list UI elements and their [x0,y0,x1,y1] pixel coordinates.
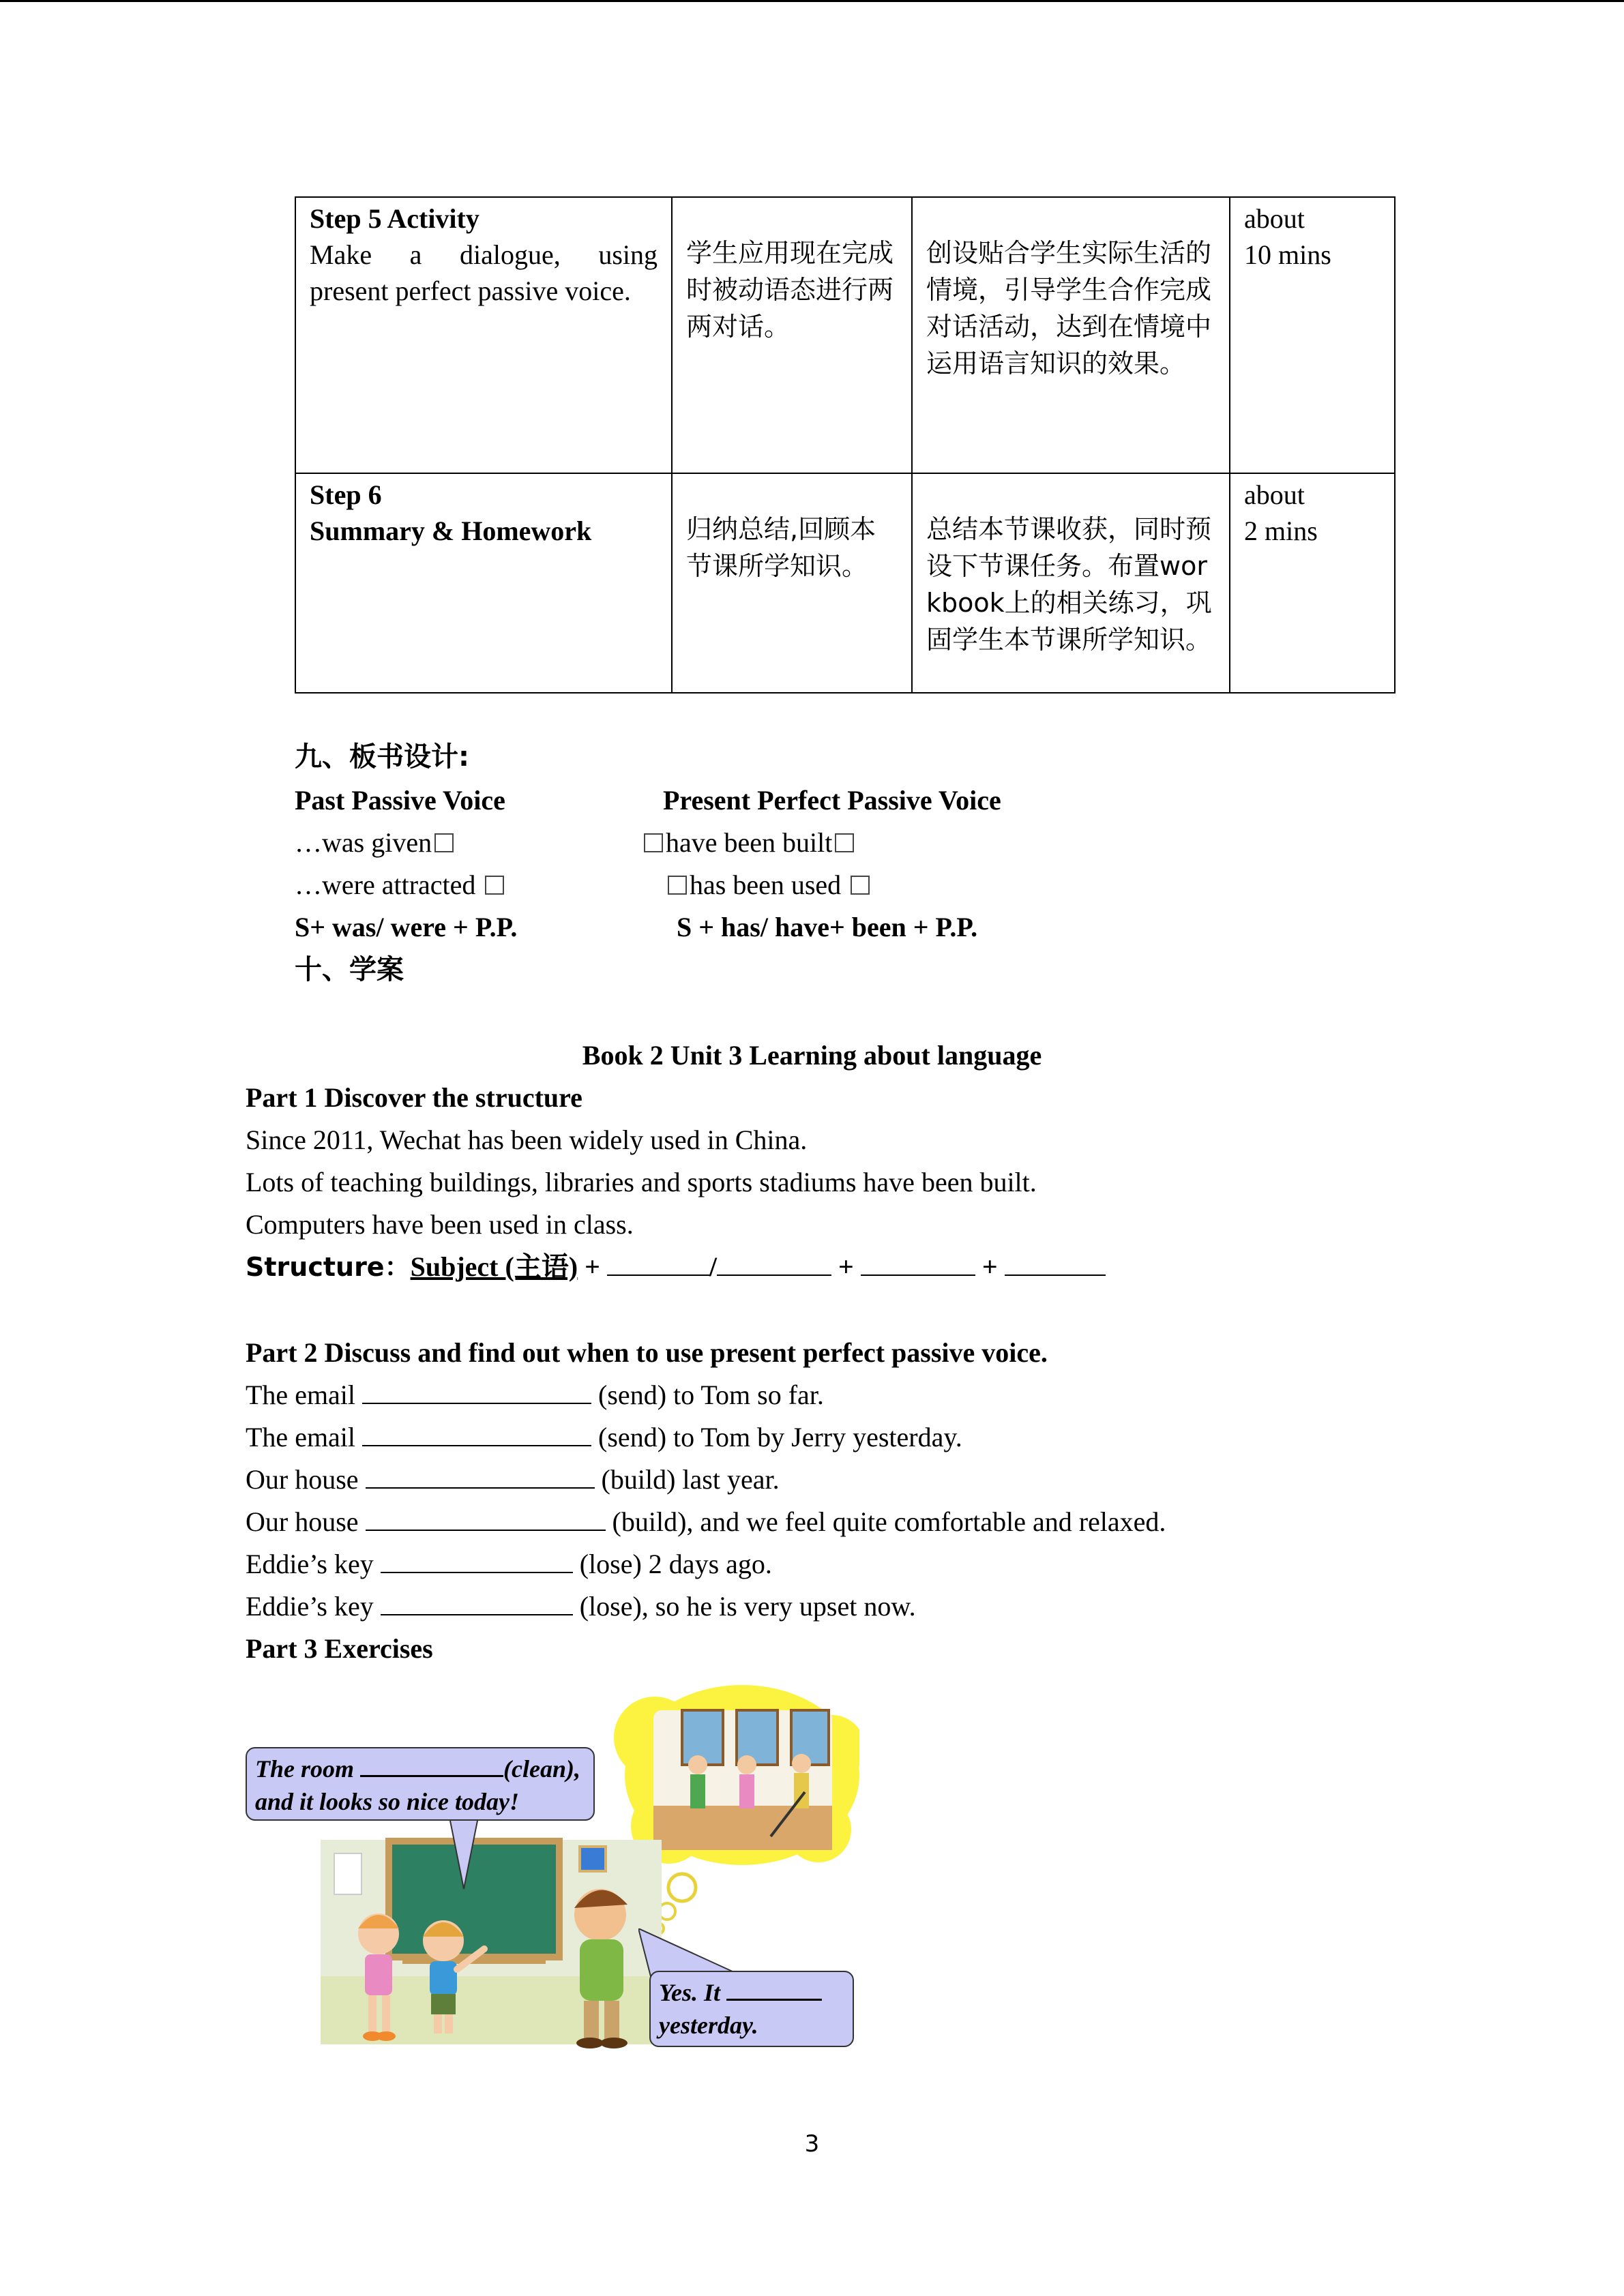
worksheet-title: Book 2 Unit 3 Learning about language [582,1040,1042,1071]
time-value: 10 mins [1244,239,1331,270]
purpose-cell: 总结本节课收获，同时预设下节课任务。布置workbook上的相关练习，巩固学生本节课所学知识。 [912,473,1230,693]
student-activity-cell: 学生应用现在完成时被动语态进行两两对话。 [672,197,912,473]
part1-title: Part 1 Discover the structure [246,1082,582,1113]
fill-blank[interactable] [366,1506,606,1531]
step-desc: Make a dialogue, using [310,239,658,270]
placeholder-box-icon [835,833,854,852]
table-row [295,473,1395,693]
part2-exercise-line: The email (send) to Tom by Jerry yesterday. [246,1422,962,1452]
fill-blank[interactable] [381,1549,573,1573]
board-left-line-1: …was given [295,824,456,862]
page-number: 3 [804,2130,820,2158]
board-left-title: Past Passive Voice [295,785,505,816]
board-left-line-2: …were attracted [295,866,507,904]
thought-cloud [614,1685,859,1865]
part2-exercise-line: Eddie’s key (lose) 2 days ago. [246,1549,772,1579]
board-heading: 九、板书设计: [295,741,469,773]
step-cell [295,197,672,473]
board-right-line-1: have been built [641,824,857,862]
part2-exercise-line: The email (send) to Tom so far. [246,1380,824,1410]
fill-blank[interactable] [362,1422,591,1446]
placeholder-box-icon [644,833,663,852]
time-value: 2 mins [1244,516,1318,546]
table-row [295,197,1395,473]
fill-blank[interactable] [607,1251,709,1276]
time-label: about [1244,479,1305,510]
fill-blank[interactable] [381,1591,573,1615]
board-left-formula: S+ was/ were + P.P. [295,912,518,942]
structure-line: Structure：Subject (主语) + / + + [246,1248,1106,1286]
fill-blank[interactable] [861,1251,975,1276]
structure-subject: Subject (主语) [410,1251,578,1282]
step-title: Step 5 Activity [310,203,479,234]
fill-blank[interactable] [366,1464,595,1489]
placeholder-box-icon [851,876,870,895]
lesson-steps-table [295,196,1396,694]
speech-bubble-1: The room (clean), and it looks so nice today! [246,1747,595,1821]
step-desc-2: present perfect passive voice. [310,275,631,306]
part2-exercise-line: Our house (build) last year. [246,1464,780,1495]
step-cell [295,473,672,693]
student-activity-cell: 归纳总结,回顾本节课所学知识。 [672,473,912,693]
time-cell [1230,197,1395,473]
board-right-line-2: has been used [665,866,872,904]
part3-title: Part 3 Exercises [246,1633,433,1664]
placeholder-box-icon [668,876,687,895]
board-right-title: Present Perfect Passive Voice [663,785,1001,816]
step-title: Step 6 [310,479,382,510]
classroom-scene [321,1840,662,2048]
part1-line: Since 2011, Wechat has been widely used in China. [246,1124,808,1155]
purpose-cell: 创设贴合学生实际生活的情境，引导学生合作完成对话活动，达到在情境中运用语言知识的效果。 [912,197,1230,473]
placeholder-box-icon [434,833,454,852]
part1-line: Computers have been used in class. [246,1209,634,1240]
time-cell [1230,473,1395,693]
speech-bubble-2: Yes. It yesterday. [649,1971,854,2047]
part2-exercise-line: Our house (build), and we feel quite comfortable and relaxed. [246,1506,1166,1537]
part1-line: Lots of teaching buildings, libraries and sports stadiums have been built. [246,1167,1037,1197]
part2-exercise-line: Eddie’s key (lose), so he is very upset now. [246,1591,916,1622]
board-right-formula: S + has/ have+ been + P.P. [677,912,978,942]
top-border [0,0,1624,2]
xuean-heading: 十、学案 [295,954,404,985]
placeholder-box-icon [485,876,504,895]
time-label: about [1244,203,1305,234]
fill-blank[interactable] [726,1978,822,2001]
fill-blank[interactable] [717,1251,831,1276]
part2-title: Part 2 Discuss and find out when to use present perfect passive voice. [246,1337,1048,1368]
fill-blank[interactable] [362,1380,591,1404]
step-desc: Summary & Homework [310,516,592,546]
fill-blank[interactable] [1005,1251,1106,1276]
fill-blank[interactable] [360,1755,503,1777]
